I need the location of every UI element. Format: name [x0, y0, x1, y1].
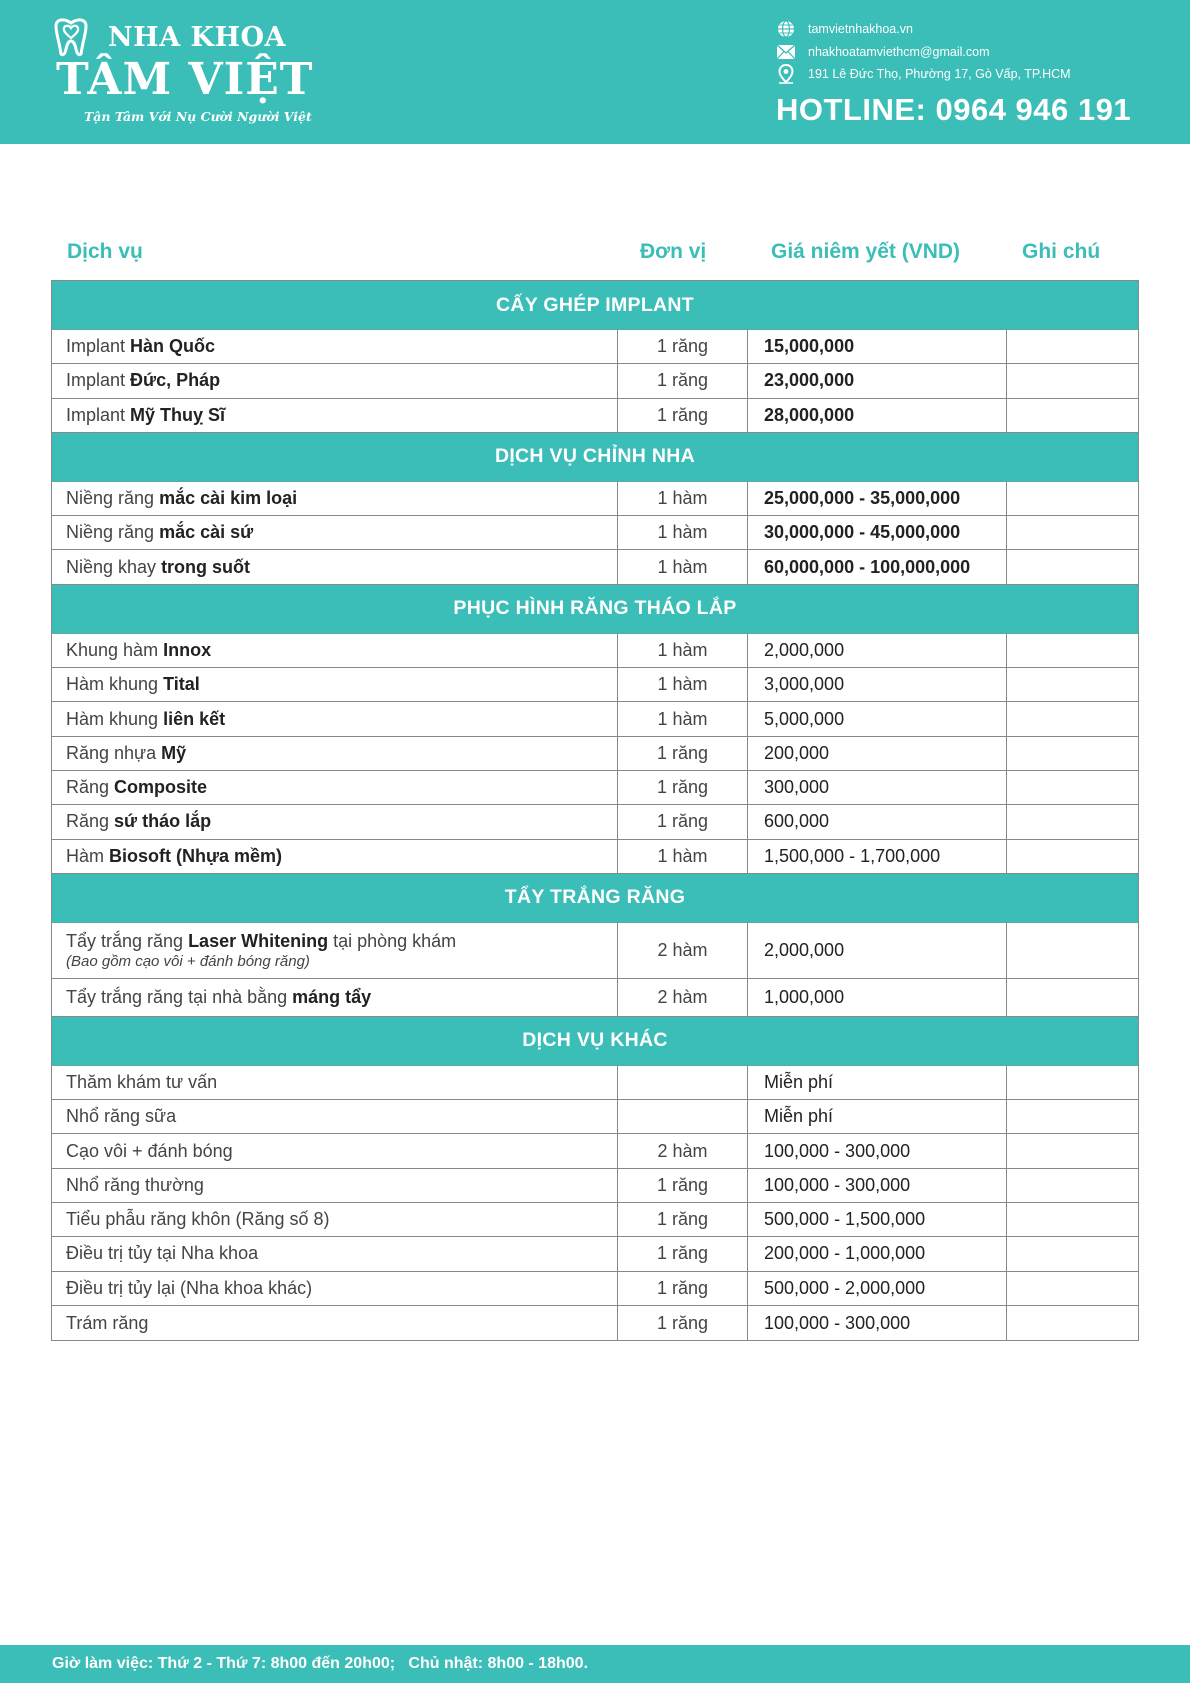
brand-name-line2: TÂM VIỆT	[56, 54, 314, 105]
price-table	[51, 280, 1139, 1341]
working-hours-footer: Giờ làm việc: Thứ 2 - Thứ 7: 8h00 đến 20h00; Chủ nhật: 8h00 - 18h00.	[0, 1645, 1190, 1683]
service-note-sub: (Bao gồm cạo vôi + đánh bóng răng)	[66, 952, 310, 970]
website-text[interactable]: tamvietnhakhoa.vn	[808, 22, 913, 37]
service-cell	[52, 737, 618, 770]
service-cell	[52, 1237, 618, 1270]
service-name	[66, 1209, 330, 1230]
service-name-highlight: Composite	[114, 777, 208, 798]
price-cell: 23,000,000	[748, 364, 1007, 397]
price-cell: 3,000,000	[748, 668, 1007, 701]
unit-cell: 1 hàm	[618, 516, 748, 549]
note-cell	[1007, 482, 1138, 515]
section-header: DỊCH VỤ KHÁC	[52, 1017, 1138, 1066]
service-name-main: Niềng răng	[66, 488, 160, 509]
note-cell	[1007, 330, 1138, 363]
service-cell	[52, 771, 618, 804]
price-cell: 200,000 - 1,000,000	[748, 1237, 1007, 1270]
price-cell: 28,000,000	[748, 399, 1007, 432]
note-cell	[1007, 805, 1138, 838]
service-cell	[52, 1203, 618, 1236]
note-cell	[1007, 1237, 1138, 1270]
table-row	[52, 399, 1138, 433]
table-row	[52, 1134, 1138, 1168]
table-row	[52, 771, 1138, 805]
service-name	[66, 370, 220, 391]
note-cell	[1007, 1134, 1138, 1167]
service-name-highlight: Hàn Quốc	[130, 336, 216, 357]
price-cell: 1,500,000 - 1,700,000	[748, 840, 1007, 873]
note-cell	[1007, 1169, 1138, 1202]
note-cell	[1007, 364, 1138, 397]
service-cell	[52, 1066, 618, 1099]
service-name-main: Hàm khung	[66, 708, 164, 729]
note-cell	[1007, 702, 1138, 735]
note-cell	[1007, 550, 1138, 583]
note-cell	[1007, 634, 1138, 667]
note-cell	[1007, 840, 1138, 873]
unit-cell	[618, 1100, 748, 1133]
service-name-main: Nhổ răng thường	[66, 1174, 204, 1195]
unit-cell: 1 hàm	[618, 482, 748, 515]
service-name-main: Thăm khám tư vấn	[66, 1072, 218, 1092]
service-name-main: Khung hàm	[66, 639, 164, 660]
service-name-highlight: Tital	[163, 674, 200, 695]
service-name-main: Implant	[66, 370, 131, 391]
address-row	[776, 63, 1176, 86]
service-name-main: Nhổ răng sữa	[66, 1106, 177, 1127]
unit-cell	[618, 1066, 748, 1099]
unit-cell: 2 hàm	[618, 1134, 748, 1167]
service-name-highlight: Biosoft (Nhựa mềm)	[109, 845, 283, 866]
service-cell	[52, 979, 618, 1016]
service-name-highlight: mắc cài kim loại	[159, 488, 298, 509]
service-cell	[52, 1306, 618, 1340]
service-name	[66, 777, 207, 798]
service-cell	[52, 364, 618, 397]
service-name	[66, 811, 211, 832]
service-cell	[52, 923, 618, 978]
service-cell	[52, 668, 618, 701]
service-name	[66, 1243, 258, 1264]
email-row[interactable]	[776, 41, 1176, 64]
table-row	[52, 668, 1138, 702]
service-name-main: Cạo vôi + đánh bóng	[66, 1140, 233, 1161]
service-name-main: Tẩy trắng răng	[66, 930, 189, 951]
service-name-main: Răng nhựa	[66, 742, 162, 763]
price-cell: 60,000,000 - 100,000,000	[748, 550, 1007, 583]
service-name-highlight: liên kết	[163, 708, 226, 729]
note-cell	[1007, 668, 1138, 701]
unit-cell: 1 răng	[618, 771, 748, 804]
service-name-highlight: mắc cài sứ	[159, 522, 254, 543]
service-name-main: Điều trị tủy tại Nha khoa	[66, 1243, 259, 1264]
service-name-main: Implant	[66, 404, 131, 425]
service-name-highlight: Mỹ Thuỵ Sĩ	[130, 404, 226, 425]
service-cell	[52, 482, 618, 515]
service-name-main: Niềng khay	[66, 556, 162, 577]
email-text[interactable]: nhakhoatamviethcm@gmail.com	[808, 44, 990, 59]
note-cell	[1007, 1272, 1138, 1305]
column-price-heading: Giá niêm yết (VND)	[771, 240, 961, 263]
service-name	[66, 1141, 233, 1162]
hotline[interactable]: HOTLINE: 0964 946 191	[776, 91, 1132, 127]
service-cell	[52, 1272, 618, 1305]
table-row	[52, 550, 1138, 584]
service-cell	[52, 702, 618, 735]
service-name-highlight: Laser Whitening	[188, 930, 329, 951]
column-headings	[52, 240, 1139, 272]
service-name-main: Trám răng	[66, 1312, 149, 1333]
service-name-main: Răng	[66, 777, 115, 798]
table-row	[52, 737, 1138, 771]
unit-cell: 1 hàm	[618, 840, 748, 873]
note-cell	[1007, 516, 1138, 549]
table-row	[52, 1272, 1138, 1306]
service-name-highlight: Innox	[163, 639, 212, 660]
service-name	[66, 522, 253, 543]
service-name	[66, 1278, 312, 1299]
section-header: DỊCH VỤ CHỈNH NHA	[52, 433, 1138, 482]
note-cell	[1007, 1100, 1138, 1133]
table-row	[52, 330, 1138, 364]
service-cell	[52, 516, 618, 549]
price-cell: 25,000,000 - 35,000,000	[748, 482, 1007, 515]
unit-cell: 1 hàm	[618, 634, 748, 667]
unit-cell: 1 răng	[618, 364, 748, 397]
price-cell: 30,000,000 - 45,000,000	[748, 516, 1007, 549]
note-cell	[1007, 737, 1138, 770]
table-row	[52, 702, 1138, 736]
service-name	[66, 1106, 176, 1127]
price-cell: 5,000,000	[748, 702, 1007, 735]
column-service-heading: Dịch vụ	[67, 240, 143, 263]
service-name	[66, 931, 456, 952]
table-row	[52, 979, 1138, 1017]
globe-icon	[776, 19, 796, 39]
table-row	[52, 805, 1138, 839]
note-cell	[1007, 1306, 1138, 1340]
unit-cell: 1 răng	[618, 737, 748, 770]
service-name	[66, 743, 186, 764]
brand-logo	[50, 16, 314, 131]
service-name-main: Hàm khung	[66, 674, 164, 695]
section-header: PHỤC HÌNH RĂNG THÁO LẮP	[52, 585, 1138, 634]
table-row	[52, 1306, 1138, 1340]
unit-cell: 1 hàm	[618, 702, 748, 735]
note-cell	[1007, 399, 1138, 432]
service-cell	[52, 634, 618, 667]
service-name	[66, 987, 371, 1008]
price-cell: 2,000,000	[748, 634, 1007, 667]
table-row	[52, 1066, 1138, 1100]
service-name-main: Răng	[66, 811, 115, 832]
price-cell: 100,000 - 300,000	[748, 1134, 1007, 1167]
service-name-highlight: trong suốt	[161, 556, 251, 577]
location-pin-icon	[776, 64, 796, 84]
website-row[interactable]	[776, 18, 1176, 41]
service-name-main: Tẩy trắng răng tại nhà bằng	[66, 986, 293, 1007]
service-cell	[52, 1134, 618, 1167]
unit-cell: 1 răng	[618, 1237, 748, 1270]
table-row	[52, 923, 1138, 979]
note-cell	[1007, 1066, 1138, 1099]
column-note-heading: Ghi chú	[1022, 240, 1101, 263]
service-name	[66, 709, 225, 730]
service-name-tail: tại phòng khám	[328, 930, 457, 951]
price-cell: Miễn phí	[748, 1100, 1007, 1133]
service-name-main: Niềng răng	[66, 522, 160, 543]
table-row	[52, 840, 1138, 874]
service-name-main: Hàm	[66, 845, 110, 866]
column-unit-heading: Đơn vị	[640, 240, 707, 263]
note-cell	[1007, 1203, 1138, 1236]
service-cell	[52, 1169, 618, 1202]
service-name	[66, 1175, 204, 1196]
service-name	[66, 674, 200, 695]
service-name-highlight: máng tẩy	[292, 986, 372, 1007]
table-row	[52, 364, 1138, 398]
service-name-main: Điều trị tủy lại (Nha khoa khác)	[66, 1277, 313, 1298]
unit-cell: 1 răng	[618, 805, 748, 838]
price-cell: 200,000	[748, 737, 1007, 770]
table-row	[52, 1169, 1138, 1203]
price-cell: 15,000,000	[748, 330, 1007, 363]
note-cell	[1007, 923, 1138, 978]
service-name	[66, 846, 282, 867]
service-cell	[52, 805, 618, 838]
unit-cell: 1 răng	[618, 1272, 748, 1305]
table-row	[52, 634, 1138, 668]
service-cell	[52, 330, 618, 363]
brand-name-line1: NHA KHOA	[108, 22, 286, 53]
price-cell: 600,000	[748, 805, 1007, 838]
service-cell	[52, 840, 618, 873]
tooth-heart-icon	[50, 16, 92, 58]
table-row	[52, 1203, 1138, 1237]
service-name	[66, 557, 250, 578]
unit-cell: 1 hàm	[618, 668, 748, 701]
unit-cell: 1 răng	[618, 399, 748, 432]
price-cell: 2,000,000	[748, 923, 1007, 978]
price-cell: 100,000 - 300,000	[748, 1306, 1007, 1340]
unit-cell: 1 răng	[618, 330, 748, 363]
section-header: CẤY GHÉP IMPLANT	[52, 281, 1138, 330]
address-text: 191 Lê Đức Thọ, Phường 17, Gò Vấp, TP.HCM	[808, 67, 1071, 82]
service-name-main: Implant	[66, 336, 131, 357]
table-row	[52, 482, 1138, 516]
price-cell: 500,000 - 2,000,000	[748, 1272, 1007, 1305]
service-name	[66, 1313, 148, 1334]
price-cell: 100,000 - 300,000	[748, 1169, 1007, 1202]
service-name-highlight: Đức, Pháp	[130, 370, 221, 391]
service-cell	[52, 399, 618, 432]
service-cell	[52, 550, 618, 583]
unit-cell: 1 răng	[618, 1306, 748, 1340]
note-cell	[1007, 771, 1138, 804]
section-header: TẨY TRẮNG RĂNG	[52, 874, 1138, 923]
unit-cell: 1 hàm	[618, 550, 748, 583]
unit-cell: 2 hàm	[618, 923, 748, 978]
price-cell: Miễn phí	[748, 1066, 1007, 1099]
unit-cell: 2 hàm	[618, 979, 748, 1016]
contact-info	[776, 18, 1176, 128]
price-cell: 1,000,000	[748, 979, 1007, 1016]
service-name	[66, 405, 225, 426]
service-name	[66, 640, 211, 661]
service-name-highlight: Mỹ	[161, 742, 187, 763]
price-cell: 500,000 - 1,500,000	[748, 1203, 1007, 1236]
unit-cell: 1 răng	[618, 1169, 748, 1202]
mail-icon	[776, 42, 796, 62]
unit-cell: 1 răng	[618, 1203, 748, 1236]
service-cell	[52, 1100, 618, 1133]
service-name-main: Tiểu phẫu răng khôn (Răng số 8)	[66, 1209, 330, 1230]
service-name	[66, 336, 215, 357]
service-name-highlight: sứ tháo lắp	[114, 811, 212, 832]
note-cell	[1007, 979, 1138, 1016]
table-row	[52, 1100, 1138, 1134]
table-row	[52, 1237, 1138, 1271]
service-name	[66, 1072, 217, 1093]
brand-slogan: Tận Tâm Với Nụ Cười Người Việt	[84, 109, 312, 124]
table-row	[52, 516, 1138, 550]
price-cell: 300,000	[748, 771, 1007, 804]
service-name	[66, 488, 297, 509]
page-header	[0, 0, 1190, 144]
